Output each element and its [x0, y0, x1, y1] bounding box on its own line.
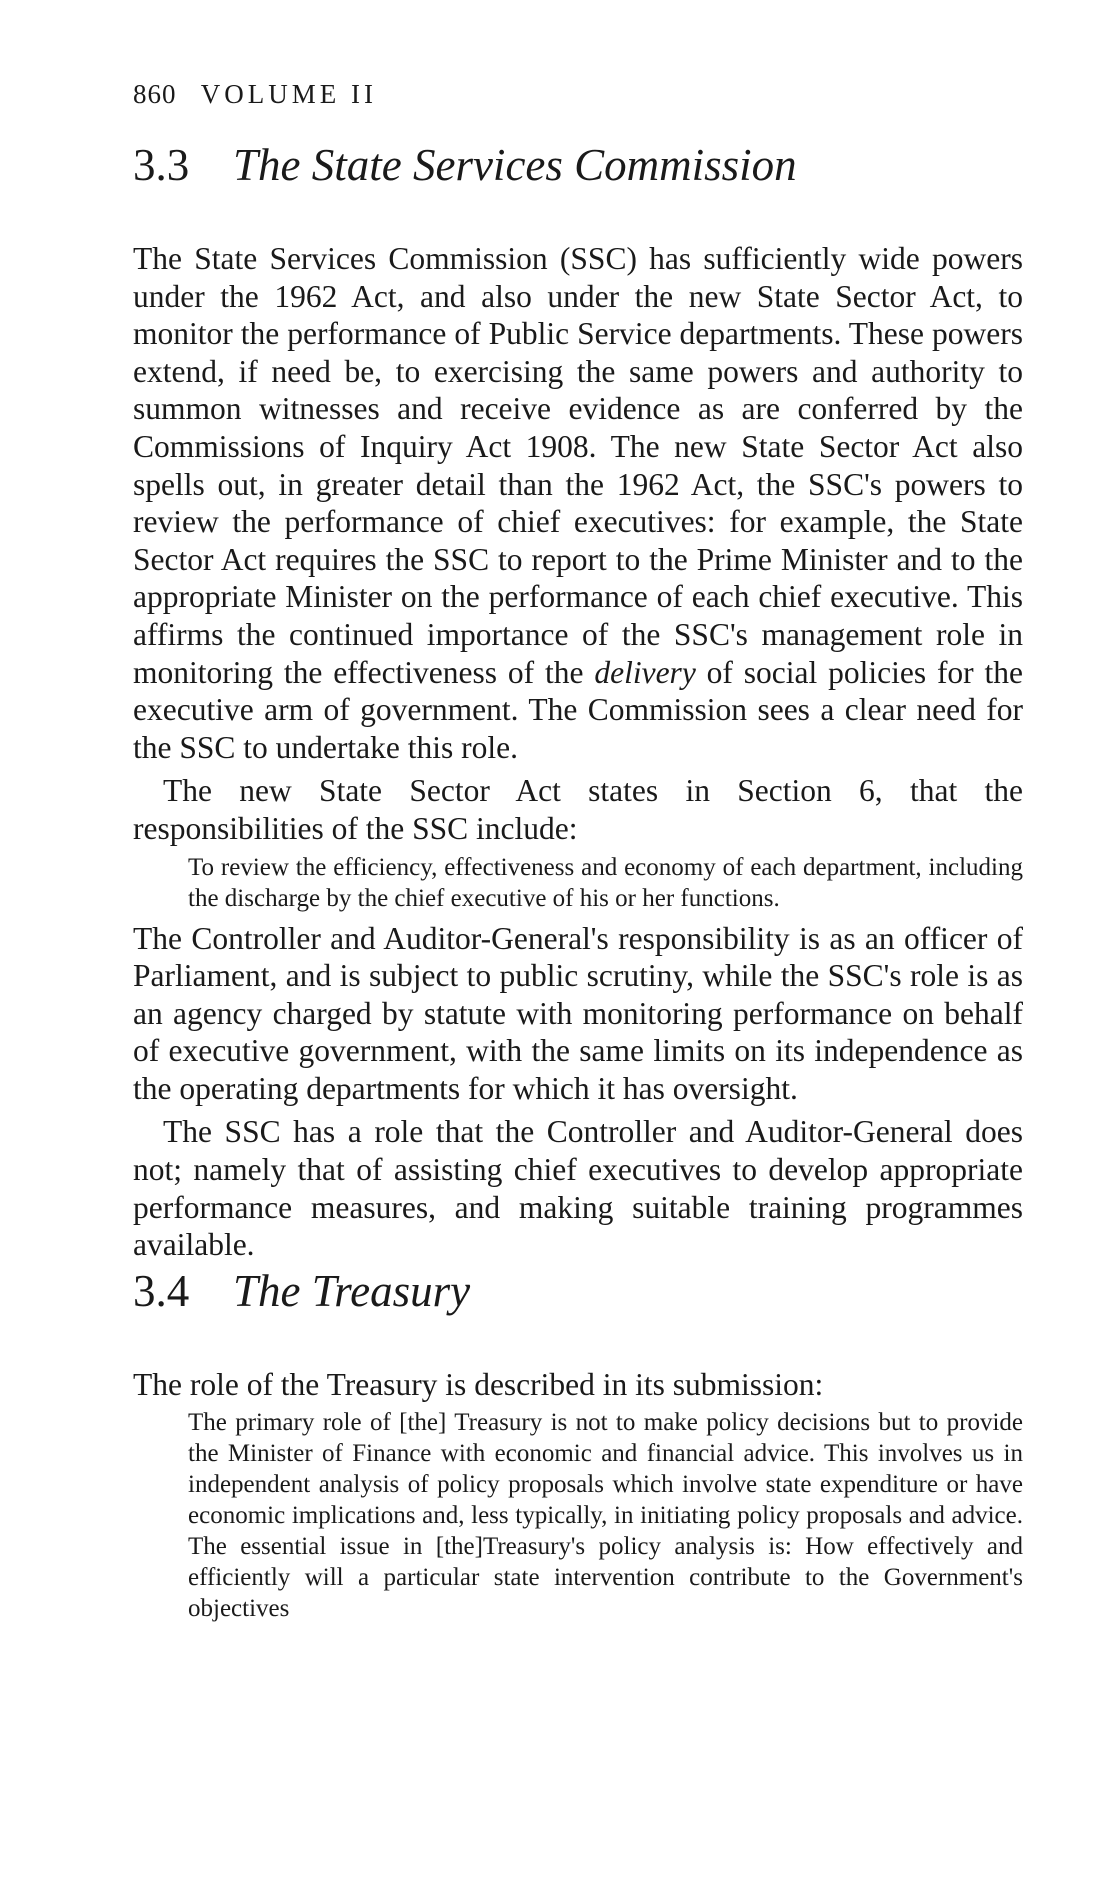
emphasis-delivery: delivery — [594, 654, 696, 690]
section-number: 3.4 — [133, 1265, 190, 1316]
ssc-quotation: To review the efficiency, effectiveness and economy of each department, including the discharge by the chief executive of his or her functions. — [188, 853, 1023, 912]
section-title: The State Services Commission — [233, 140, 797, 190]
ssc-paragraph-2: The new State Sector Act states in Section 6, that the responsibilities of the SSC include: — [133, 773, 1023, 846]
page-number: 860 — [133, 79, 177, 109]
document-page — [133, 78, 1023, 1630]
ssc-paragraph-1 — [133, 240, 1023, 766]
ssc-paragraph-3: The Controller and Auditor-General's responsibility is as an officer of Parliament, and is subject to public scrutiny, while the SSC's role is as an agency charged by statute with monitoring performance on behalf of executive government, with the same limits on its independence as the operating departments for which it has oversight. — [133, 920, 1023, 1106]
running-head — [133, 78, 1023, 110]
treasury-quotation: The primary role of [the] Treasury is not to make policy decisions but to provide the Minister of Finance with economic and financial advice. This involves us in independent analysis of policy proposals which involve state expenditure or have economic implications and, less typically, in initiating policy proposals and advice. The essential issue in [the]Treasury's policy analysis is: How effectively and efficiently will a particular state intervention contribute to the Government's objectives — [188, 1409, 1023, 1623]
section-title: The Treasury — [233, 1265, 471, 1316]
paragraph-text: of social policies for the executive arm of government. The Commission sees a clear need for the SSC to undertake this role. — [133, 654, 1024, 765]
section-heading-3-3 — [133, 138, 1023, 192]
volume-label: VOLUME II — [200, 79, 377, 109]
paragraph-text: The State Services Commission (SSC) has sufficiently wide powers under the 1962 Act, and also under the new State Sector Act, to monitor the performance of Public Service departments. These powers extend, if need be, to exercising the same powers and authority to summon witnesses and receive evidence as are conferred by the Commissions of Inquiry Act 1908. The new State Sector Act also spells out, in greater detail than the 1962 Act, the SSC's powers to review the performance of chief executives: for example, the State Sector Act requires the SSC to report to the Prime Minister and to the appropriate Minister on the performance of each chief executive. This affirms the continued importance of the SSC's management role in monitoring the effectiveness of the — [133, 241, 1023, 690]
section-heading-3-4 — [133, 1264, 1023, 1318]
treasury-paragraph-1: The role of the Treasury is described in its submission: — [133, 1366, 824, 1402]
ssc-paragraph-4: The SSC has a role that the Controller and Auditor-General does not; namely that of assisting chief executives to develop appropriate performance measures, and making suitable training programmes available. — [133, 1114, 1023, 1263]
section-number: 3.3 — [133, 140, 190, 190]
